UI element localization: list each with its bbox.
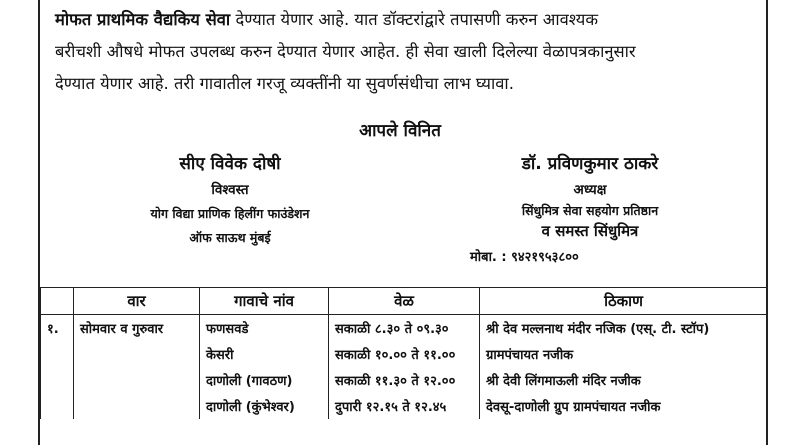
right-signatory-title: अध्यक्ष [573, 182, 607, 198]
row-day: सोमवार व गुरुवार [74, 315, 200, 342]
left-signatory-title: विश्वस्त [211, 182, 249, 198]
notice-line-1-rest: देण्यात येणार आहे. यात डॉक्टरांद्वारे तपासणी करुन आवश्यक [230, 10, 599, 29]
notice-line-1-bold: मोफत प्राथमिक वैद्यकिय सेवा [55, 10, 231, 29]
right-signatory-org: सिंधुमित्र सेवा सहयोग प्रतिष्ठान [521, 203, 659, 218]
notice-line-1 [55, 4, 755, 36]
right-signatory [460, 151, 720, 265]
left-signatory-org-line2: ऑफ साऊथ मुंबई [189, 230, 271, 245]
table-row [41, 341, 768, 367]
table-row [41, 315, 768, 342]
row-time: सकाळी १०.०० ते ११.०० [329, 341, 480, 367]
right-signatory-phone: मोबा. : ९४२१९५३८०० [470, 250, 579, 265]
row-serial: १. [41, 315, 74, 342]
row-day [74, 341, 200, 367]
row-location: श्री देव मल्लनाथ मंदीर नजिक (एस्. टी. स्टॉप) [480, 315, 768, 342]
left-signatory [100, 151, 360, 246]
row-location: श्री देवी लिंगमाऊली मंदिर नजीक [480, 367, 768, 393]
row-location: देवसू-दाणोली ग्रुप ग्रामपंचायत नजीक [480, 393, 768, 419]
row-time: सकाळी ११.३० ते १२.०० [329, 367, 480, 393]
header-village: गावाचे नांव [200, 288, 329, 315]
header-location: ठिकाण [480, 288, 768, 315]
left-signatory-org: योग विद्या प्राणिक हिलींग फाउंडेशन [150, 206, 310, 221]
closing-salutation: आपले विनित [359, 121, 441, 141]
left-signatory-name: सीए विवेक दोषी [179, 154, 281, 174]
row-day [74, 393, 200, 419]
row-serial [41, 367, 74, 393]
row-serial [41, 393, 74, 419]
schedule-header-row [41, 288, 768, 315]
table-row [41, 393, 768, 419]
schedule-table [40, 287, 768, 419]
header-serial [41, 288, 74, 315]
notice-line-3: देण्यात येणार आहे. तरी गावातील गरजू व्यक्तींनी या सुवर्णसंधीचा लाभ घ्यावा. [55, 74, 514, 93]
row-village: दाणोली (कुंभेश्वर) [200, 393, 329, 419]
row-time: सकाळी ८.३० ते ०९.३० [329, 315, 480, 342]
row-serial [41, 341, 74, 367]
notice-paragraph [55, 4, 755, 100]
header-day: वार [74, 288, 200, 315]
header-time: वेळ [329, 288, 480, 315]
row-village: केसरी [200, 341, 329, 367]
row-village: दाणोली (गावठण) [200, 367, 329, 393]
table-row [41, 367, 768, 393]
right-signatory-name: डॉ. प्रविणकुमार ठाकरे [521, 154, 659, 174]
row-time: दुपारी १२.१५ ते १२.४५ [329, 393, 480, 419]
row-day [74, 367, 200, 393]
row-village: फणसवडे [200, 315, 329, 342]
right-signatory-org-line2: व समस्त सिंधुमित्र [541, 222, 639, 240]
row-location: ग्रामपंचायत नजीक [480, 341, 768, 367]
notice-line-2: बरीचशी औषधे मोफत उपलब्ध करुन देण्यात येणार आहेत. ही सेवा खाली दिलेल्या वेळापत्रकानुसार [55, 42, 636, 61]
